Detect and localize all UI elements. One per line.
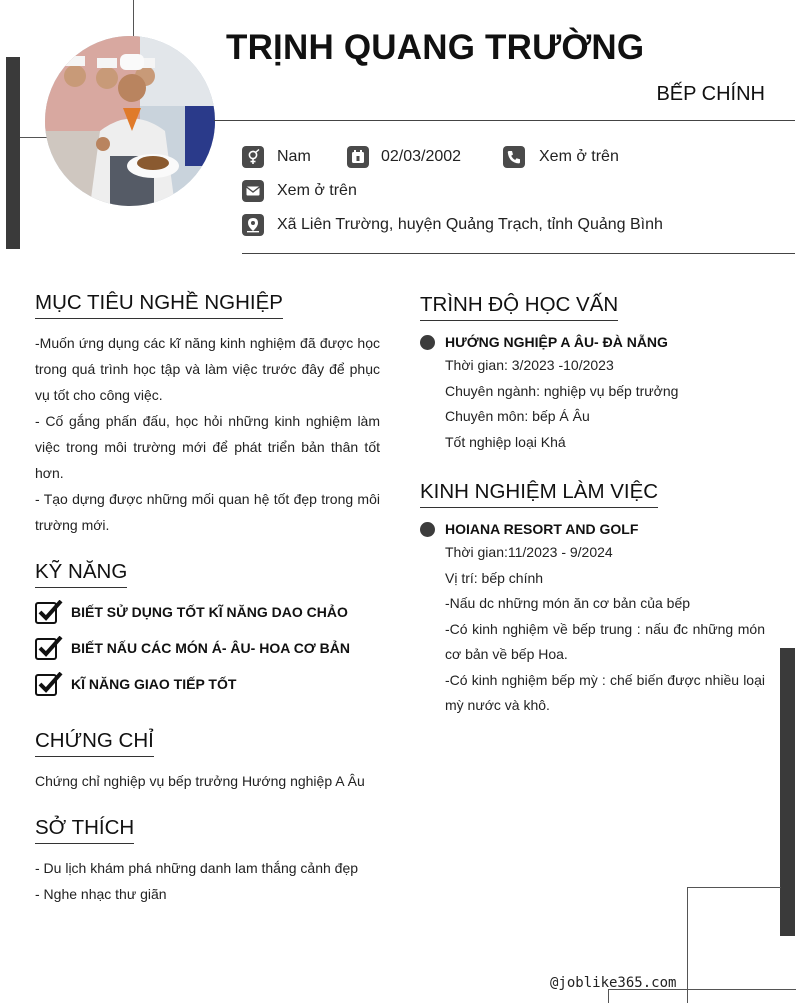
skill-label: BIẾT SỬ DỤNG TỐT KĨ NĂNG DAO CHẢO	[71, 604, 348, 620]
address-value: Xã Liên Trường, huyện Quảng Trạch, tỉnh Quảng Bình	[277, 216, 663, 233]
skills-section	[35, 560, 127, 588]
skill-item	[35, 672, 236, 696]
skill-item	[35, 636, 350, 660]
experience-line: -Có kinh nghiệm về bếp trung : nấu đc những món cơ bản về bếp Hoa.	[445, 620, 765, 662]
experience-title: KINH NGHIỆM LÀM VIỆC	[420, 480, 658, 508]
phone-icon	[503, 146, 525, 168]
phone-value: Xem ở trên	[539, 148, 619, 165]
objective-paragraph: - Cố gắng phấn đấu, học hỏi những kinh nghiệm làm việc trong môi trường mới để phát triển bản thân tốt hơn.	[35, 413, 380, 481]
job-title: BẾP CHÍNH	[656, 83, 765, 105]
education-section	[420, 293, 618, 321]
experience-section	[420, 480, 658, 508]
school-name: HƯỚNG NGHIỆP A ÂU- ĐÀ NẴNG	[445, 334, 668, 350]
skill-label: KĨ NĂNG GIAO TIẾP TỐT	[71, 676, 237, 692]
envelope-icon	[242, 180, 264, 202]
calendar-icon	[347, 146, 369, 168]
objective-paragraph: - Tạo dựng được những mối quan hệ tốt đẹp trong môi trường mới.	[35, 491, 380, 533]
objective-text	[35, 330, 380, 538]
skill-item	[35, 600, 348, 624]
checkbox-checked-icon	[35, 600, 63, 624]
bullet-dot-icon	[420, 522, 435, 537]
decorative-bar-right	[780, 648, 795, 936]
email-value: Xem ở trên	[277, 182, 357, 199]
education-line: Tốt nghiệp loại Khá	[445, 433, 566, 450]
experience-line: Thời gian:11/2023 - 9/2024	[445, 544, 613, 560]
decorative-bar-left	[6, 57, 20, 249]
map-pin-icon	[242, 214, 264, 236]
certificate-text: Chứng chỉ nghiệp vụ bếp trưởng Hướng nghiệp A Âu	[35, 773, 365, 789]
certificates-section	[35, 729, 154, 757]
company-name: HOIANA RESORT AND GOLF	[445, 521, 639, 537]
experience-details	[445, 540, 765, 719]
header-divider	[214, 120, 795, 121]
checkbox-checked-icon	[35, 636, 63, 660]
avatar	[45, 36, 215, 206]
watermark: @joblike365.com	[550, 975, 677, 991]
decorative-line-top	[133, 0, 134, 40]
decorative-corner-box	[687, 887, 781, 1003]
education-line: Chuyên ngành: nghiệp vụ bếp trưởng	[445, 382, 679, 399]
gender-value: Nam	[277, 148, 311, 165]
experience-line: -Có kinh nghiệm bếp mỳ : chế biến được nhiều loại mỳ nước và khô.	[445, 671, 765, 713]
skill-label: BIẾT NẤU CÁC MÓN Á- ÂU- HOA CƠ BẢN	[71, 640, 350, 656]
decorative-line-avatar	[20, 137, 50, 138]
bullet-dot-icon	[420, 335, 435, 350]
education-details	[445, 353, 770, 455]
certificates-title: CHỨNG CHỈ	[35, 729, 154, 757]
candidate-name: TRỊNH QUANG TRƯỜNG	[226, 28, 645, 67]
hobbies-title: SỞ THÍCH	[35, 816, 134, 844]
objective-paragraph: -Muốn ứng dụng các kĩ năng kinh nghiệm đã được học trong quá trình học tập và làm việc trước đây để phục vụ tốt cho công việc.	[35, 335, 380, 403]
objective-title: MỤC TIÊU NGHỀ NGHIỆP	[35, 291, 283, 319]
objective-section	[35, 291, 283, 319]
hobby-item: - Du lịch khám phá những danh lam thắng cảnh đẹp	[35, 860, 359, 876]
checkbox-checked-icon	[35, 672, 63, 696]
education-line: Thời gian: 3/2023 -10/2023	[445, 357, 614, 373]
contact-divider	[242, 253, 795, 254]
experience-line: Vị trí: bếp chính	[445, 569, 544, 586]
decorative-line-bottom-vertical	[608, 989, 609, 1003]
skills-title: KỸ NĂNG	[35, 560, 127, 588]
hobbies-section	[35, 816, 134, 844]
gender-icon	[242, 146, 264, 168]
birthdate-value: 02/03/2002	[381, 148, 462, 165]
experience-line: -Nấu dc những món ăn cơ bản của bếp	[445, 595, 691, 611]
hobby-item: - Nghe nhạc thư giãn	[35, 886, 167, 902]
education-line: Chuyên môn: bếp Á Âu	[445, 408, 590, 424]
hobbies-list	[35, 855, 358, 907]
education-title: TRÌNH ĐỘ HỌC VẤN	[420, 293, 618, 321]
